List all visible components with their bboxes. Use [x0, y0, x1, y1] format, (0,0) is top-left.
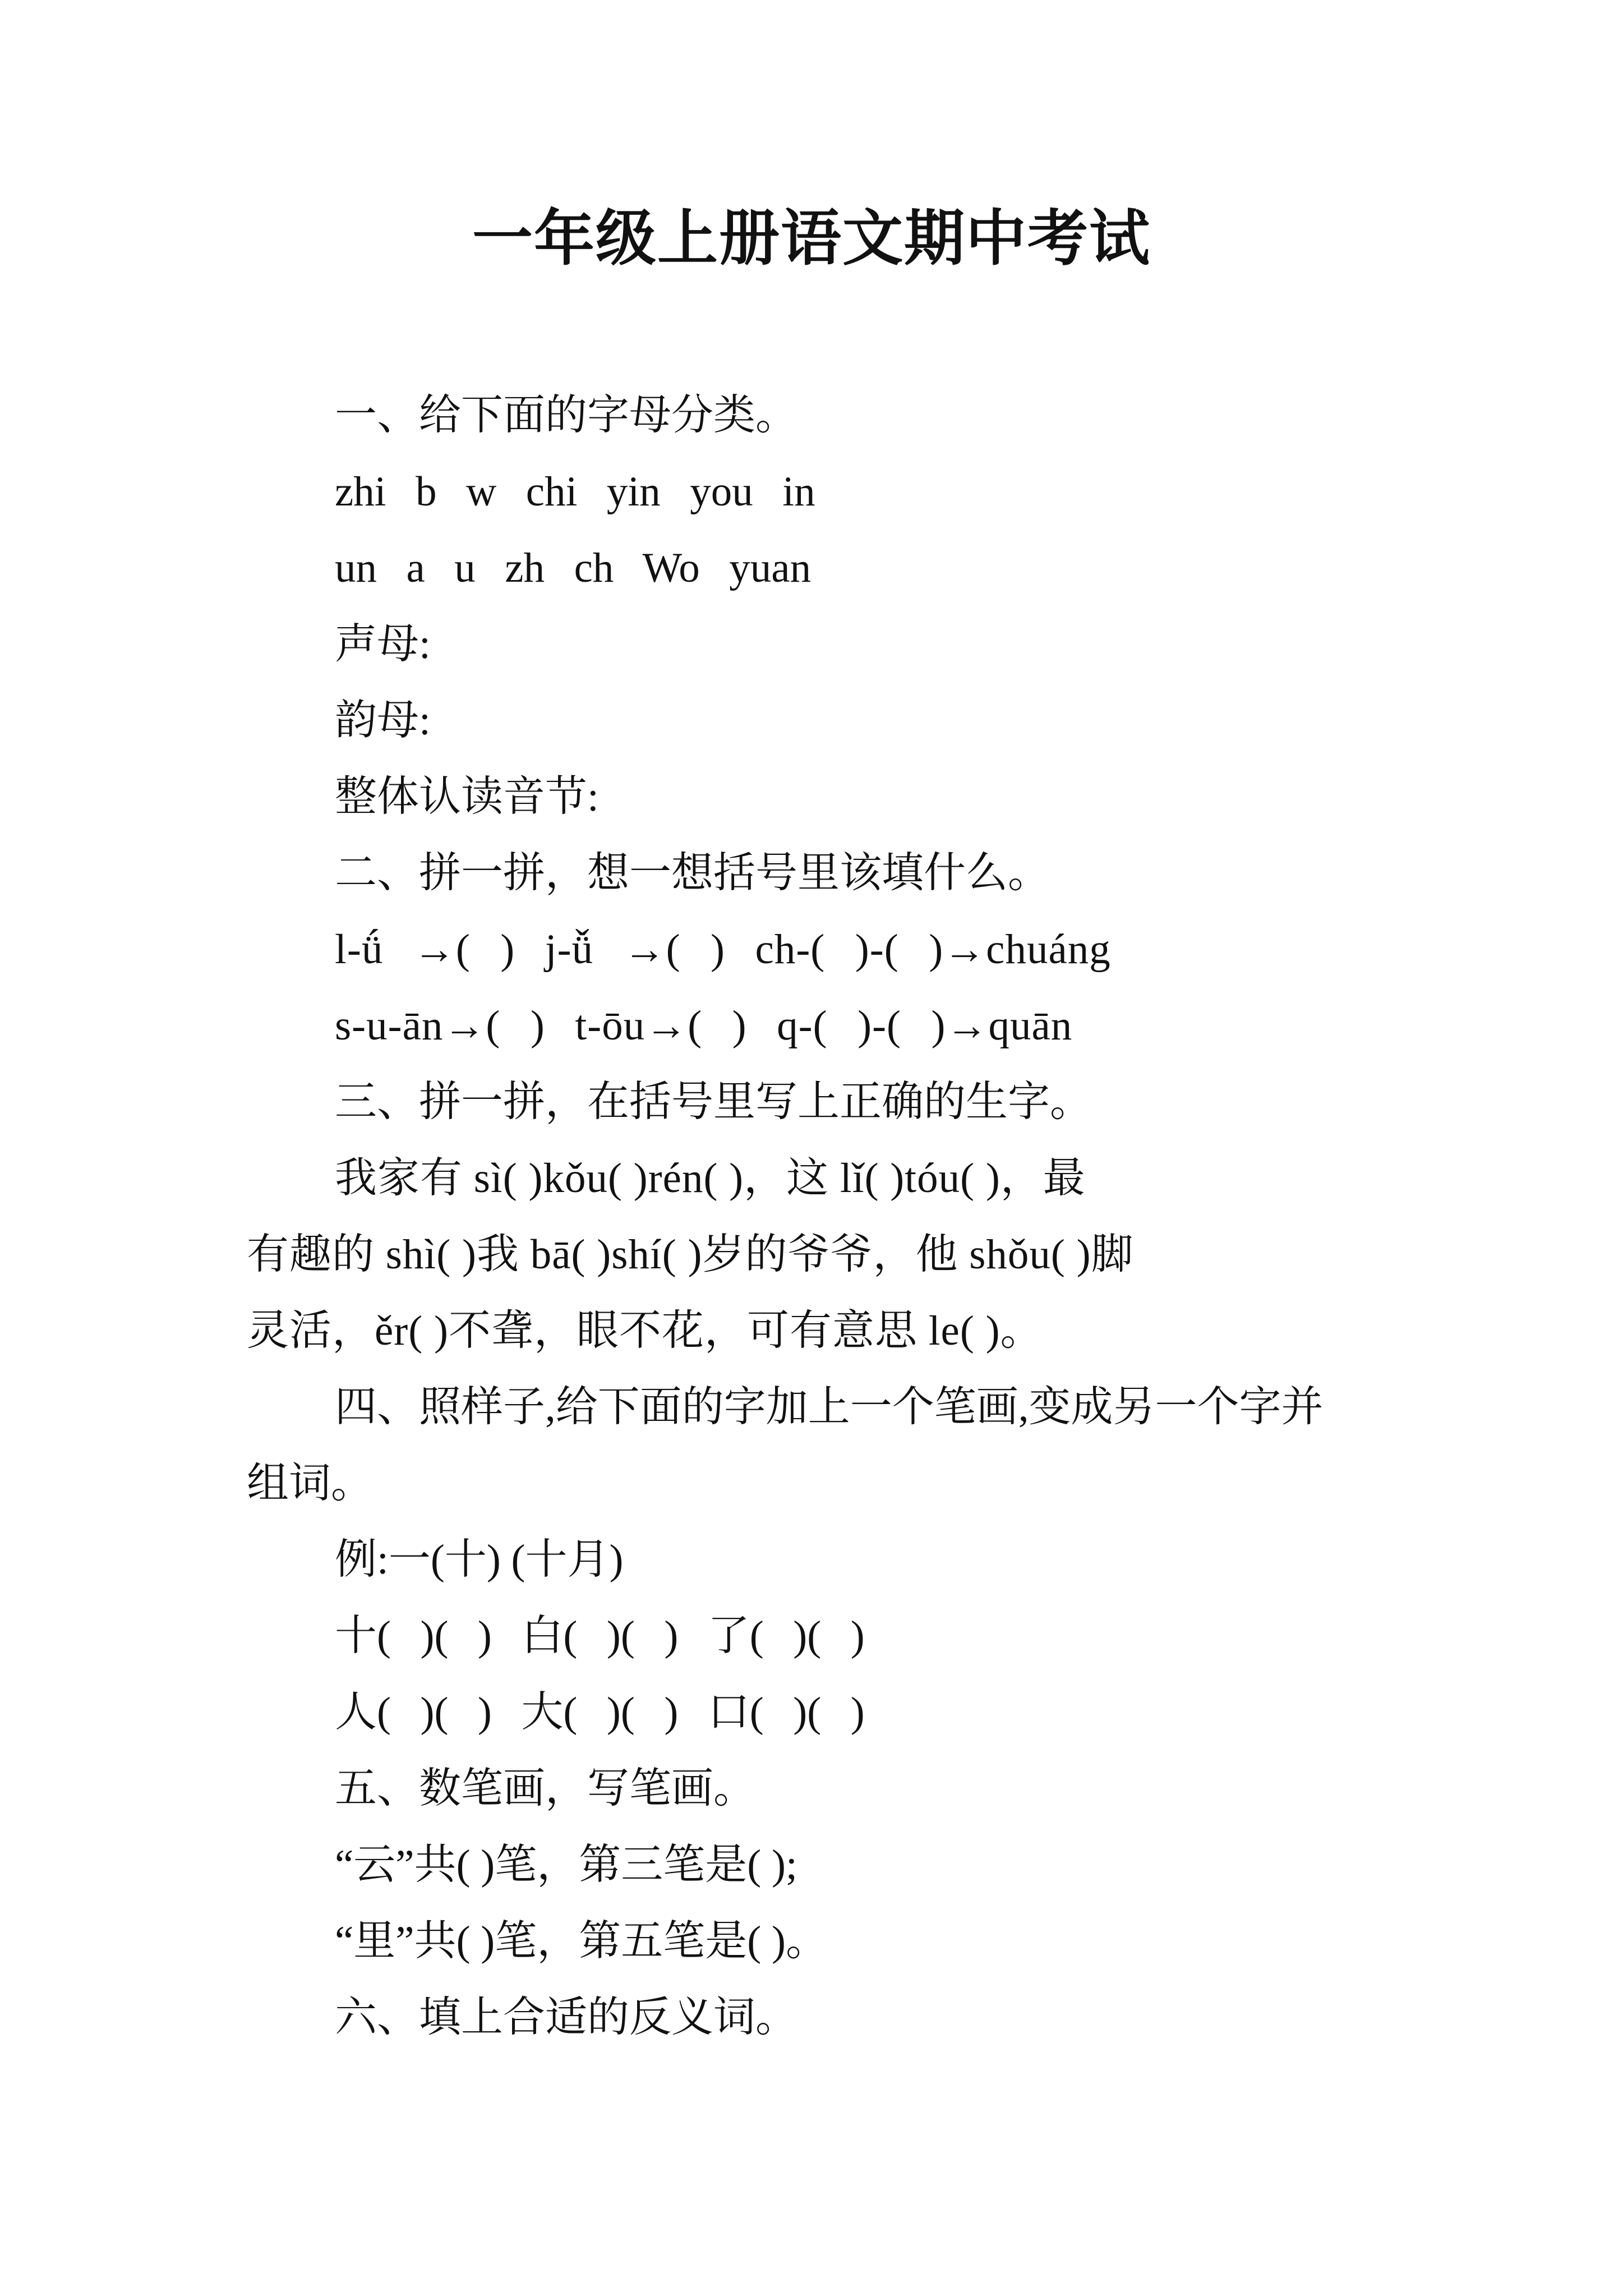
q5-row-1: “云”共( )笔，第三笔是( );: [335, 1842, 797, 1888]
q3-paragraph-line-2: 有趣的 shì( )我 bā( )shí( )岁的爷爷，他 shǒu( )脚: [247, 1231, 1134, 1278]
q4-example: 例:一(十) (十月): [335, 1536, 624, 1583]
q1-yunmu-label: 韵母:: [335, 697, 431, 744]
q3-paragraph-line-3: 灵活，ěr( )不聋，眼不花，可有意思 le( )。: [247, 1308, 1043, 1354]
q1-shengmu-label: 声母:: [335, 621, 431, 668]
q5-heading: 五、数笔画，写笔画。: [335, 1765, 756, 1812]
q5-row-2: “里”共( )笔，第五笔是( )。: [335, 1918, 828, 1964]
q6-heading: 六、填上合适的反义词。: [335, 1994, 798, 2041]
q4-heading-line-2: 组词。: [247, 1460, 374, 1507]
q4-row-1: 十( )( ) 白( )( ) 了( )( ): [335, 1613, 865, 1659]
q1-heading: 一、给下面的字母分类。: [335, 392, 798, 439]
q3-heading: 三、拼一拼，在括号里写上正确的生字。: [335, 1079, 1092, 1125]
q3-paragraph-line-1: 我家有 sì( )kǒu( )rén( )，这 lǐ( )tóu( )，最: [335, 1155, 1086, 1202]
q1-zhengti-label: 整体认读音节:: [335, 774, 599, 820]
q4-row-2: 人( )( ) 大( )( ) 口( )( ): [335, 1689, 865, 1736]
q2-heading: 二、拼一拼，想一想括号里该填什么。: [335, 850, 1050, 896]
q4-heading-line-1: 四、照样子,给下面的字加上一个笔画,变成另一个字并: [335, 1384, 1324, 1430]
q1-letters-row-1: zhi b w chi yin you in: [335, 468, 815, 515]
q1-letters-row-2: un a u zh ch Wo yuan: [335, 545, 811, 591]
q2-row-1: l-ǘ →( ) j-ǚ →( ) ch-( )-( )→chuáng: [335, 926, 1111, 973]
q2-row-2: s-u-ān→( ) t-ōu→( ) q-( )-( )→quān: [335, 1002, 1073, 1049]
page-title: 一年级上册语文期中考试: [472, 206, 1151, 273]
exam-content: [247, 378, 1391, 2056]
